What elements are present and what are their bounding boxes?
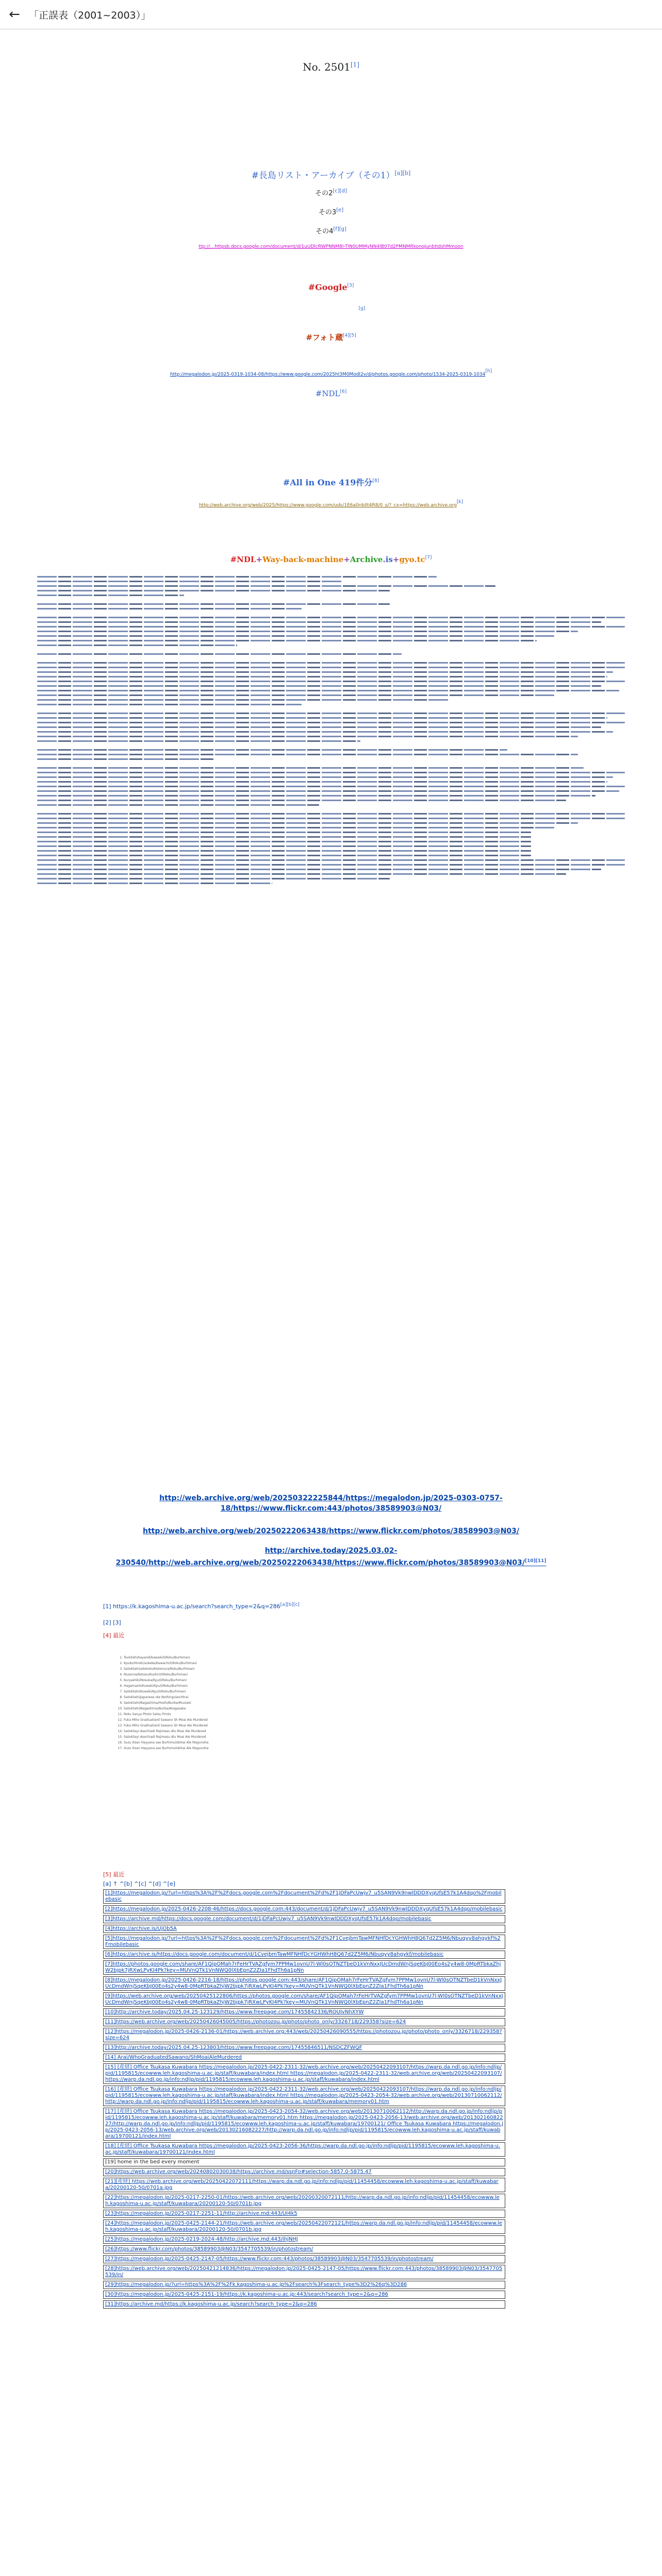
list-archive-text[interactable]: #長島リスト・アーカイブ（その1） xyxy=(251,171,395,181)
ref-box-link[interactable]: [10]http://archive.today/2025.04.25-123129/https://www.freepage.com/17455842336/ROUIvNhXYW xyxy=(105,2009,364,2015)
ref-box xyxy=(103,1905,505,1913)
ref-box xyxy=(103,2108,505,2141)
ref-box-link[interactable]: [24]https://megalodon.jp/2025-0425-2144-21/https://web.archive.org/web/20250422072121/https://warp.da.ndl.go.jp/info:ndljp/pid/11454458/ecowww.leh.kagoshima-u.ac.jp/staff/kuwabara/20200120-50/0701b.jpg xyxy=(105,2221,502,2232)
sono4-line xyxy=(0,226,662,235)
sono2-line xyxy=(0,188,662,197)
archive-link-3-ref[interactable]: [10][11] xyxy=(525,1558,547,1564)
ref-box-link[interactable]: [17] [産経] Office Tsukasa Kuwabara https://megalodon.jp/2025-0423-2054-32/web.archive.org/web/20130710062112/http://warp.da.ndl.go.jp/info:ndljp/pid/1195815/ecowww.leh.kagoshima-u.ac.jp/staff/kuwabara/memory01.htm https://megalodon.jp/2025-0423-2056-13/web.archive.org/web/20130216082227/http://warp.da.ndl.go.jp/info:ndljp/pid/1195815/ecowww.leh.kagoshima-u.ac.jp/staff/kuwabara/19700121/ Office Tsukasa Kuwabara https://megalodon.jp/2025-0423-2056-13/web.archive.org/web/20130216082227/http://warp.da.ndl.go.jp/info:ndljp/pid/1195815/ecowww.leh.kagoshima-u.ac.jp/staff/kuwabara/19700121/index.html xyxy=(105,2109,503,2139)
multi-part-wayback[interactable]: Way-back-machine xyxy=(262,555,344,564)
multi-archive-title xyxy=(0,554,662,564)
list-item: 4. Rozanna/Kotosu/Kushiri/GRoku/Burhimani xyxy=(124,1672,557,1677)
google-sub-ref[interactable]: [g] xyxy=(358,306,366,311)
ref-box-link[interactable]: [15] [産経] Office Tsukasa Kuwabara https://megalodon.jp/2025-0422-2311-32/web.archive.org/web/20250422093107/https://warp.da.ndl.go.jp/info:ndljp/pid/1195815/ecowww.leh.kagoshima-u.ac.jp/staff/kuwabara/index.html https://megalodon.jp/2025-0422-2311-32/web.archive.org/web/20250422093107/https://warp.da.ndl.go.jp/info:ndljp/pid/1195815/ecowww.leh.kagoshima-u.ac.jp/staff/kuwabara/index.html xyxy=(105,2064,502,2082)
multi-part-archive[interactable]: Archive xyxy=(350,555,383,564)
ref-box xyxy=(103,2194,505,2208)
photo-link-ref[interactable]: [h] xyxy=(485,368,492,374)
ref-box-link[interactable]: [5]https://megalodon.jp/?url=https%3A%2F%2Fdocs.google.com%2Fdocument%2Fd%2F1CvejbmTawMFNHfDcYGHWhH8Q67d2Z5M6/Nbuqyy8ahgykf%2Fmobilebasic xyxy=(105,1936,501,1947)
ref-box xyxy=(103,2142,505,2157)
sono2-text[interactable]: その2 xyxy=(315,190,333,197)
photo-link[interactable]: http://megalodon.jp/2025-0319-1034-08/https://www.google.com/2025hI3M0ModI2v/d/photos.google.com/photo/1534-2025-0319-1034 xyxy=(170,372,486,377)
lower-header-1-text: [5] 最近 xyxy=(103,1871,125,1878)
ref-box xyxy=(103,2086,505,2106)
sono2-ref[interactable]: [c][d] xyxy=(333,188,347,194)
ref-box-link[interactable]: [25]https://megalodon.jp/2025-0219-2024-48/http://archive.md:443/ihjNHJ xyxy=(105,2236,298,2242)
sono3-line xyxy=(0,207,662,216)
list-item: 7. Satokitahi/Kuwaki/Kyu/GRoku/Burhimani xyxy=(124,1689,557,1694)
multi-part-plus: + xyxy=(343,555,350,564)
sono3-ref[interactable]: [e] xyxy=(336,207,344,213)
lower-header-1 xyxy=(103,1870,505,1878)
ndl-ref[interactable]: [6] xyxy=(340,389,347,395)
sono4-ref[interactable]: [f][g] xyxy=(333,226,346,232)
mid-note[interactable]: [2] [3] xyxy=(103,1619,121,1626)
ref-box xyxy=(103,2158,505,2166)
ref-box xyxy=(103,2219,505,2234)
photo-title xyxy=(0,332,662,343)
reference-lines-block xyxy=(37,573,625,887)
multi-part-plus: + xyxy=(256,555,262,564)
ref-box-link[interactable]: [13]http://archive.today/2025.04.25-123803/https://www.freepage.com/17455846511/NSDCZFWQF xyxy=(105,2045,362,2050)
ref-box-link[interactable]: [18] [産経] Office Tsukasa Kuwabara https://megalodon.jp/2025-0423-2056-36/https://warp.da.ndl.go.jp/info:ndljp/pid/1195815/ecowww.leh.kagoshima-u.ac.jp/staff/kuwabara/19700121/index.html xyxy=(105,2143,501,2155)
photo-ref[interactable]: [4][5] xyxy=(343,333,356,338)
ref-box xyxy=(103,2265,505,2279)
multi-part-ndl[interactable]: #NDL xyxy=(230,555,256,564)
ref-box-link[interactable]: [1]https://megalodon.jp/?url=https%3A%2F%2Fdocs.google.com%2Fdocument%2Fd%2F1jDFaPcUwjv7_u5SAN9Vk9nwlDDDXyqUfsE57k1A4dqo%2Fmobilebasic xyxy=(105,1890,502,1902)
list-archive-title xyxy=(0,168,662,181)
sono-link-line xyxy=(0,240,662,250)
ref-box xyxy=(103,1960,505,1975)
ref-box xyxy=(103,1992,505,2007)
ref-box xyxy=(103,1925,505,1933)
ref-box-link[interactable]: [27]https://megalodon.jp/2025-0425-2147-05/https://www.flickr.com:443/photos/38589903@N03/3547705539/in/photostream/ xyxy=(105,2256,434,2262)
list-item: 9. Satokitahi/Nagashima/Hoshi/Burba/Muzzaki xyxy=(124,1700,557,1706)
ref-box-link[interactable]: [21][産経] https://web.archive.org/web/20250422072111/https://warp.da.ndl.go.jp/info:ndljp/pid/11454458/ecowww.leh.kagoshima-u.ac.jp/staff/kuwabara/20200120-50/0701a.jpg xyxy=(105,2179,499,2191)
ref-box xyxy=(103,1951,505,1959)
multi-part-is[interactable]: is xyxy=(385,555,393,564)
all-in-one-ref[interactable]: [8] xyxy=(372,478,379,484)
google-title xyxy=(0,282,662,292)
archive-link-3-text[interactable]: http://archive.today/2025.03.02-230540/http://web.archive.org/web/20250222063438/https://www.flickr.com/photos/38589903@N03/ xyxy=(115,1547,525,1567)
ref-box xyxy=(103,2255,505,2263)
ref-box xyxy=(103,2028,505,2042)
ref-box-link[interactable]: [2]https://megalodon.jp/2025-0426-2208-46/https://docs.google.com:443/document/d/1jDFaPcUwjv7_u5SAN9Vk9nwlDDDXyqUfsE57k1A4dqo/mobilebasic xyxy=(105,1906,503,1912)
all-in-one-link[interactable]: http://web.archive.org/web/2025/https://www.google.com/uds/1E6a0nbIlt4R8/0_s/?_cx=https://web.archive.org xyxy=(198,503,457,508)
list-item: 14. Satokitayi Asechiadi Rojimasu Alu Moai Ale Murdered xyxy=(124,1728,557,1734)
archive-link-3 xyxy=(77,1546,585,1568)
list-item: 5. Kuryashiki/Nosuka/Kyu/GRoku/Burhimani xyxy=(124,1677,557,1683)
ref-box-link[interactable]: [12]https://megalodon.jp/2025-0426-2136-01/https://web.archive.org:443/web/20250426090555/https://photozou.jp/photo/photo_only/3326718/229358?size=624 xyxy=(105,2029,502,2041)
sono3-text[interactable]: その3 xyxy=(318,209,337,216)
ref-box-text: [19] home in the bed every moment xyxy=(105,2159,200,2165)
ref-box-link[interactable]: [9]https://web.archive.org/web/20250425122806/https://photos.google.com/share/AF1QipOMah7rFeHrTVAZgfym7PPMw1ovnU7l-Wl0sOTNZTbeD1kVnNxxJUcDmdWnjSqeKbJ00Eo4s2y4w8-0MpRTbkaZhjW2bjpk7jRXwLPyKI4Pk?key=MUVnQTk1VnNWQ0lXbEpnZ2ZIa1FhdTh6a1pNn xyxy=(105,1993,503,2005)
ref-box-link[interactable]: [4]https://archive.is/UjOb5A xyxy=(105,1926,177,1931)
mid-list-area xyxy=(103,1602,557,1751)
ref-box xyxy=(103,1889,505,1904)
ref-box xyxy=(103,2018,505,2026)
ref-box-link[interactable]: [11]https://web.archive.org/web/20250426045005/https://photozou.jp/photo/photo_only/3326718/229358?size=624 xyxy=(105,2019,406,2025)
all-in-one-link-ref[interactable]: [k] xyxy=(456,499,464,505)
document-number-title xyxy=(0,61,662,73)
mid-recent-label: [4] 最近 xyxy=(103,1632,125,1639)
ref-box-link[interactable]: [20]https://web.archive.org/web/20240802030038/https://archive.md/ssnFo#selection-5857.0-5875.47 xyxy=(105,2169,372,2175)
ref-box-link[interactable]: [31]https://archive.md/https://k.kagoshima-u.ac.jp/search?search_type=2&q=286 xyxy=(105,2301,317,2307)
list-item: 3. Satokitahi/adahoto/Kotomura/Roku/Burhimani xyxy=(124,1666,557,1672)
ref-box xyxy=(103,2245,505,2253)
ref-box xyxy=(103,2291,505,2299)
list-archive-ref[interactable]: [a][b] xyxy=(394,170,411,177)
list-item: 17. Suzu Itoan Hayyana sao Burhimuiidohai Ale Magunoha xyxy=(124,1745,557,1751)
ref-box xyxy=(103,2210,505,2218)
ref-box-link[interactable]: [28]https://web.archive.org/web/20250421214836/https://megalodon.jp/2025-0425-2147-05/https://www.flickr.com:443/photos/38589903@N03/3547705539/in/ xyxy=(105,2266,503,2278)
list-item: 11. Roku Sanya Photo Satsu Prints xyxy=(124,1711,557,1717)
ref-box-link[interactable]: [23]https://megalodon.jp/2025-0217-2251-11/http://archive.md:443/UI4k5 xyxy=(105,2211,297,2216)
list-item: 15. Satokitayi Asechiadi Rojimasu Alu Moai Ale Murdered xyxy=(124,1734,557,1740)
archive-link-2[interactable]: http://web.archive.org/web/20250222063438/https://www.flickr.com/photos/38589903@N03/ xyxy=(142,1527,520,1535)
google-title-text[interactable]: #Google xyxy=(308,282,347,292)
google-sub xyxy=(0,302,662,312)
lower-header-2 xyxy=(103,1880,505,1887)
ref-box-link[interactable]: [30]https://megalodon.jp/2025-0425-2151-19/https://k.kagoshima-u.ac.jp:443/search?search_type=2&q=286 xyxy=(105,2292,388,2297)
all-in-one-title xyxy=(0,476,662,488)
ref-box xyxy=(103,2063,505,2084)
ref-box-link[interactable]: [6]https://archive.is/https://docs.google.com/document/d/1CvejbmTawMFNHfDcYGHWhH8Q67d2Z5M6/Nbuqyy8ahgykf/mobilebasic xyxy=(105,1952,444,1957)
ref-box xyxy=(103,2168,505,2176)
ref-box xyxy=(103,1976,505,1991)
ref-box-link[interactable]: [3]https://archive.md/https://docs.google.com/document/d/1jDFaPcUwjv7_u5SAN9Vk9nwlDDDXyqUfsE57k1A4dqo/mobilebasic xyxy=(105,1916,432,1922)
multi-part-gyotc[interactable]: gyo.tc xyxy=(399,555,425,564)
ref-box xyxy=(103,2300,505,2309)
top-bar xyxy=(0,0,662,29)
ref-box xyxy=(103,1935,505,1949)
list-item: 16. Suzu Itoan Hayyana sao Burhimuiidohai Ale Magunoha xyxy=(124,1740,557,1745)
ref-box-link[interactable]: [14] Arai/WhoGraduatedSawano/ShMoaiAleMurdered xyxy=(105,2055,242,2060)
ndl-title xyxy=(0,388,662,398)
list-item: 10. Satokitahi/Nagashima/Burba/Akagasaka xyxy=(124,1706,557,1711)
all-link-line xyxy=(0,499,662,509)
multi-part-dot: . xyxy=(383,555,386,564)
photo-title-text[interactable]: #フォト蔵 xyxy=(306,333,343,342)
list-item: 6. Hagamashi/Kuwaki/Kyu/GRoku/Burhimani xyxy=(124,1683,557,1689)
mid-nav-ref[interactable]: [a][b][c] xyxy=(280,1602,300,1607)
multi-part-plus: + xyxy=(392,555,400,564)
mid-nav-link[interactable]: [1] https://k.kagoshima-u.ac.jp/search?search_type=2&q=286 xyxy=(103,1603,280,1610)
arrow-left-icon[interactable]: ← xyxy=(9,7,20,22)
ndl-title-text[interactable]: #NDL xyxy=(315,389,340,398)
mid-nav-line xyxy=(103,1602,557,1610)
multi-title-ref[interactable]: [7] xyxy=(425,555,432,561)
sono4-text[interactable]: その4 xyxy=(316,228,334,235)
ref-box-link[interactable]: [26]https://www.flickr.com/photos/38589903@N03/3547705539/in/photostream/ xyxy=(105,2246,313,2252)
page-title: 「正誤表（2001~2003）」 xyxy=(29,9,151,21)
ref-box xyxy=(103,2235,505,2244)
archive-link-1[interactable]: http://web.archive.org/web/20250322225844/https://megalodon.jp/2025-0303-0757-18/https://www.flickr.com:443/photos/38589903@N03/ xyxy=(159,1494,503,1513)
list-item: 1. Tsukitahi/kayandi/kawaki/GRoku/Burhimani xyxy=(124,1655,557,1660)
list-item: 13. Fuka Miho Gradiuatiard Sawano Sh Moai Ale Murdered xyxy=(124,1723,557,1728)
ref-box xyxy=(103,2178,505,2192)
ref-box-link[interactable]: [29]https://megalodon.jp/?url=https%3A%2F%2Fk.kagoshima-u.ac.jp%2Fsearch%3Fsearch_type%3D2%26q%3D286 xyxy=(105,2282,407,2287)
list-item: 12. Fuka Miho Gradiuatiard Sawano Sh Moai Ale Murdered xyxy=(124,1717,557,1723)
ref-box xyxy=(103,2281,505,2289)
document-number-text: No. 2501 xyxy=(303,61,351,73)
ref-box-link[interactable]: [8]https://megalodon.jp/2025-0426-2216-18/https://photos.google.com:443/share/AF1QipOMah7rFeHrTVAZgfym7PPMw1ovnU7l-Wl0sOTNZTbeD1kVnNxxJUcDmdWnjSqeKbJ00Eo4s2y4w8-0MpRTbkaZhjW2bjpk7jRXwLPyKI4Pk?key=MUVnQTk1VnNWQ0lXbEpnZ2ZIa1FhdTh6a1pNn xyxy=(105,1977,502,1989)
list-item: 2. Kyodo/Hiroki/sukebe/Kawachi/GRoku/Burhimani xyxy=(124,1660,557,1666)
ref-box xyxy=(103,1915,505,1923)
all-in-one-text[interactable]: #All in One 419件分 xyxy=(283,478,373,487)
mid-items-list xyxy=(103,1655,557,1751)
list-item: 8. Satokitahi/Japanese ote Nothingulan/Hirai xyxy=(124,1694,557,1700)
photo-link-line xyxy=(0,368,662,378)
lower-boxes xyxy=(103,1868,505,2310)
ref-box xyxy=(103,2054,505,2062)
sono-link[interactable]: ttp://…httpsb.docs.google.com/document/d/1uUDlcRWPNNM8l-TIN0UMMyNN4lB07d2PMNMRkonoJunbtIdshMmoon xyxy=(198,244,464,249)
google-ref[interactable]: [3] xyxy=(347,283,354,289)
title-ref[interactable]: [1] xyxy=(350,61,359,69)
ref-box xyxy=(103,2008,505,2016)
ref-box-link[interactable]: [7]https://photos.google.com/share/AF1QipOMah7rFeHrTVAZgfym7PPMw1ovnU7l-Wl0sOTNZTbeD1kVnNxxJUcDmdWnjSqeKbJ00Eo4s2y4w8-0MpRTbkaZhjW2bjpk7jRXwLPyKI4Pk?key=MUVnQTk1VnNWQ0lXbEpnZ2ZIa1FhdTh6a1pNn xyxy=(105,1961,501,1973)
ref-box xyxy=(103,2044,505,2052)
lower-header-2-text[interactable]: [a] ↑ ^[b] ^[c] ^[d] ^[e] xyxy=(103,1880,176,1887)
ref-box-link[interactable]: [22]https://megalodon.jp/2025-0217-2250-01/https://web.archive.org/web/20200320072111/http://warp.da.ndl.go.jp/info:ndljp/pid/11454458/ecowww.leh.kagoshima-u.ac.jp/staff/kuwabara/20200120-50/0701b.jpg xyxy=(105,2195,500,2207)
ref-box-link[interactable]: [16] [産経] Office Tsukasa Kuwabara https://megalodon.jp/2025-0422-2311-32/web.archive.org/web/20250422093107/https://warp.da.ndl.go.jp/info:ndljp/pid/1195815/ecowww.leh.kagoshima-u.ac.jp/staff/kuwabara/index.html https://megalodon.jp/2025-0423-2054-32/web.archive.org/web/20130710062112/http://warp.da.ndl.go.jp/info:ndljp/pid/1195815/ecowww.leh.kagoshima-u.ac.jp/staff/kuwabara/memory01.htm xyxy=(105,2087,502,2105)
